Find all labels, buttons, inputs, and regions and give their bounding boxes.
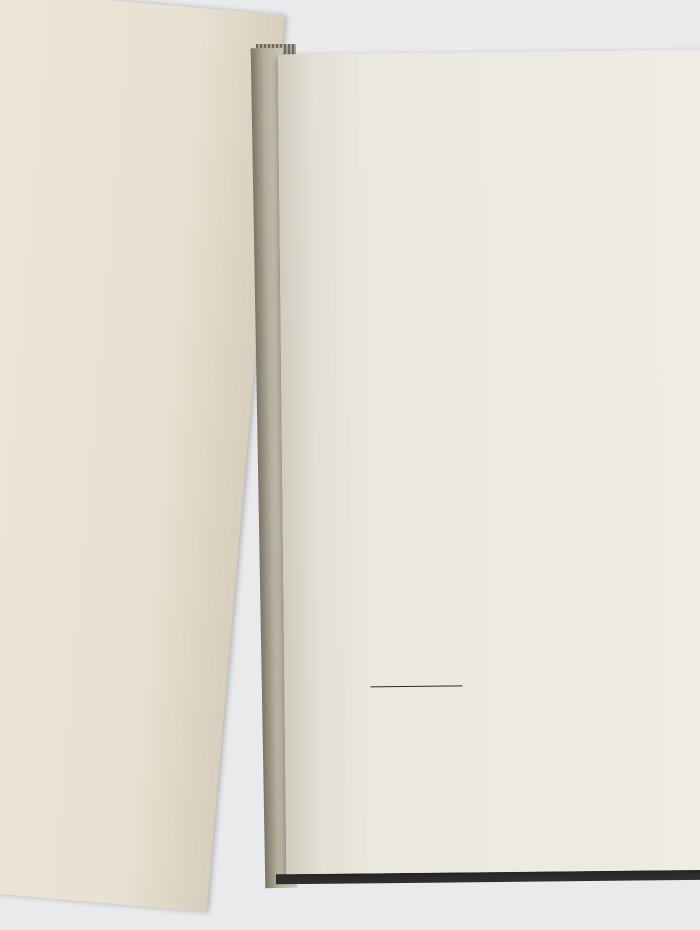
section-heading-line-2: [0, 16, 271, 40]
left-page-top-lines: [0, 8, 271, 32]
copyright-note: [386, 794, 700, 797]
catalog-annotation: [346, 615, 700, 619]
index-denominator: [370, 686, 462, 688]
catalog-description: [344, 494, 700, 498]
prose-heading: [8, 31, 269, 54]
left-page-contents: [0, 0, 285, 912]
section-heading: [0, 16, 271, 40]
left-page-text: [0, 8, 271, 54]
translator-credit: [0, 20, 270, 44]
print-source-note: [347, 730, 700, 734]
right-page: [278, 50, 700, 875]
catalog-index: [346, 682, 700, 686]
prose-list: [0, 30, 269, 54]
contents-list: [0, 20, 270, 44]
section-heading-line-1: [0, 16, 271, 40]
index-fraction: [370, 684, 462, 688]
